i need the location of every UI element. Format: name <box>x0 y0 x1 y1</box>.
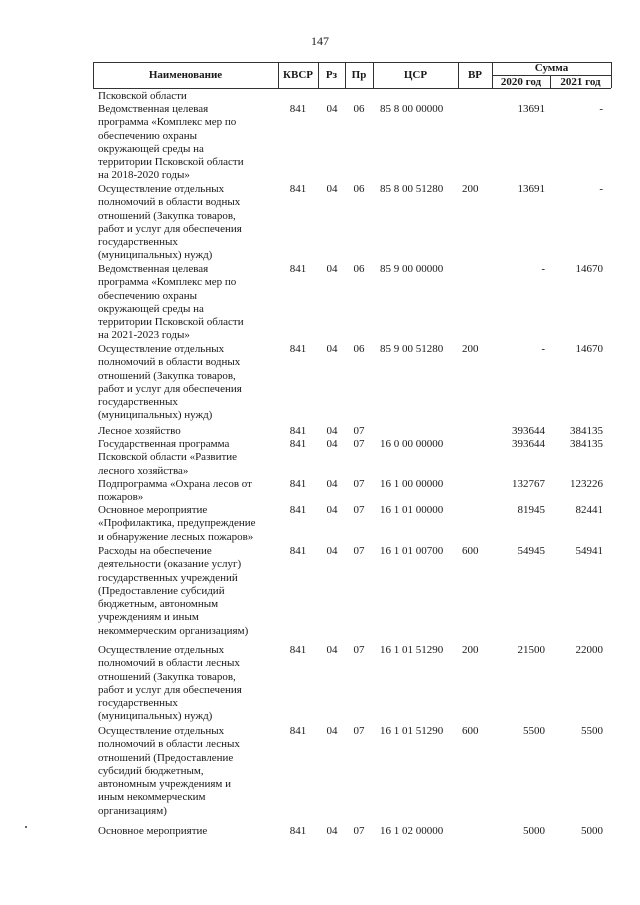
row-csr: 16 1 01 00000 <box>380 504 444 516</box>
row-kvsr: 841 <box>289 478 307 490</box>
row-amount-2021: 384135 <box>570 425 603 437</box>
row-rz: 04 <box>326 644 338 656</box>
row-amount-2021: 22000 <box>575 644 603 656</box>
row-amount-2020: 5500 <box>523 725 545 737</box>
row-rz: 04 <box>326 438 338 450</box>
row-name: Осуществление отдельных полномочий в области лесных отношений (Закупка товаров, работ и услуг для обеспечения государственных (муниципальных) нужд) <box>98 644 242 723</box>
row-amount-2020: 393644 <box>512 425 545 437</box>
row-pr: 06 <box>353 103 365 115</box>
row-name: Подпрограмма «Охрана лесов от пожаров» <box>98 478 252 504</box>
row-rz: 04 <box>326 343 338 355</box>
row-amount-2020: 132767 <box>512 478 545 490</box>
row-amount-2021: 5000 <box>581 825 603 837</box>
row-name: Основное мероприятие «Профилактика, предупреждение и обнаружение лесных пожаров» <box>98 504 256 543</box>
row-csr: 16 1 01 00700 <box>380 545 444 557</box>
row-pr: 07 <box>353 644 365 656</box>
row-csr: 85 8 00 00000 <box>380 103 444 115</box>
row-name: Осуществление отдельных полномочий в области лесных отношений (Предоставление субсидий бюджетным, автономным учреждениям и иным некоммерческим организациям) <box>98 725 240 817</box>
header-pr: Пр <box>351 69 367 81</box>
row-name: Лесное хозяйство <box>98 425 181 437</box>
row-rz: 04 <box>326 725 338 737</box>
header-name: Наименование <box>148 69 223 81</box>
row-name: Расходы на обеспечение деятельности (оказание услуг) государственных учреждений (Предоставление субсидий бюджетным, автономным учреждениям и иным некоммерческим организациям) <box>98 545 249 637</box>
row-amount-2021: 123226 <box>570 478 603 490</box>
row-rz: 04 <box>326 183 338 195</box>
header-kvsr: КВСР <box>283 69 313 81</box>
row-csr: 16 1 02 00000 <box>380 825 444 837</box>
row-amount-2021: 384135 <box>570 438 603 450</box>
row-amount-2021: 14670 <box>575 263 603 275</box>
row-vr: 200 <box>462 644 479 656</box>
row-amount-2020: - <box>541 263 545 275</box>
row-amount-2021: 82441 <box>575 504 603 516</box>
row-kvsr: 841 <box>289 438 307 450</box>
row-amount-2021: 5500 <box>581 725 603 737</box>
row-amount-2020: 21500 <box>517 644 545 656</box>
row-pr: 07 <box>353 504 365 516</box>
header-vr: ВР <box>467 69 483 81</box>
header-rz: Рз <box>325 69 338 81</box>
row-amount-2021: - <box>599 183 603 195</box>
row-kvsr: 841 <box>289 263 307 275</box>
row-csr: 16 1 00 00000 <box>380 478 444 490</box>
row-pr: 07 <box>353 438 365 450</box>
row-kvsr: 841 <box>289 425 307 437</box>
row-rz: 04 <box>326 504 338 516</box>
row-rz: 04 <box>326 825 338 837</box>
row-rz: 04 <box>326 103 338 115</box>
row-vr: 200 <box>462 183 479 195</box>
row-name: Ведомственная целевая программа «Комплекс мер по обеспечению охраны окружающей среды на территории Псковской области на 2021-2023 годы» <box>98 263 244 342</box>
row-kvsr: 841 <box>289 545 307 557</box>
header-year-2021: 2021 год <box>560 76 601 88</box>
row-csr: 16 1 01 51290 <box>380 725 444 737</box>
row-amount-2021: 14670 <box>575 343 603 355</box>
row-rz: 04 <box>326 478 338 490</box>
row-kvsr: 841 <box>289 825 307 837</box>
row-kvsr: 841 <box>289 343 307 355</box>
row-vr: 200 <box>462 343 479 355</box>
row-amount-2020: 13691 <box>517 183 545 195</box>
row-name: Осуществление отдельных полномочий в области водных отношений (Закупка товаров, работ и услуг для обеспечения государственных (муниципальных) нужд) <box>98 343 242 422</box>
row-name: Осуществление отдельных полномочий в области водных отношений (Закупка товаров, работ и услуг для обеспечения государственных (муниципальных) нужд) <box>98 183 242 262</box>
row-amount-2020: - <box>541 343 545 355</box>
row-kvsr: 841 <box>289 103 307 115</box>
row-vr: 600 <box>462 545 479 557</box>
row-pr: 06 <box>353 263 365 275</box>
row-vr: 600 <box>462 725 479 737</box>
row-csr: 85 8 00 51280 <box>380 183 444 195</box>
row-rz: 04 <box>326 263 338 275</box>
row-name: Государственная программа Псковской области «Развитие лесного хозяйства» <box>98 438 238 477</box>
row-csr: 16 1 01 51290 <box>380 644 444 656</box>
row-amount-2020: 393644 <box>512 438 545 450</box>
scan-speck <box>25 826 27 828</box>
row-pr: 07 <box>353 725 365 737</box>
row-name: Основное мероприятие <box>98 825 208 837</box>
page-number: 147 <box>311 34 329 48</box>
row-kvsr: 841 <box>289 183 307 195</box>
row-amount-2020: 54945 <box>517 545 545 557</box>
row-amount-2020: 81945 <box>517 504 545 516</box>
row-name: Псковской области <box>98 90 187 102</box>
row-amount-2021: - <box>599 103 603 115</box>
row-amount-2021: 54941 <box>575 545 603 557</box>
row-name: Ведомственная целевая программа «Комплекс мер по обеспечению охраны окружающей среды на территории Псковской области на 2018-2020 годы» <box>98 103 244 182</box>
row-amount-2020: 13691 <box>517 103 545 115</box>
row-pr: 07 <box>353 425 365 437</box>
header-csr: ЦСР <box>403 69 428 81</box>
row-rz: 04 <box>326 425 338 437</box>
row-pr: 07 <box>353 478 365 490</box>
row-csr: 16 0 00 00000 <box>380 438 444 450</box>
row-kvsr: 841 <box>289 504 307 516</box>
row-amount-2020: 5000 <box>523 825 545 837</box>
header-sum: Сумма <box>534 62 569 74</box>
row-kvsr: 841 <box>289 725 307 737</box>
row-pr: 06 <box>353 183 365 195</box>
header-year-2020: 2020 год <box>500 76 542 88</box>
row-rz: 04 <box>326 545 338 557</box>
row-csr: 85 9 00 51280 <box>380 343 444 355</box>
row-pr: 07 <box>353 545 365 557</box>
row-pr: 07 <box>353 825 365 837</box>
row-kvsr: 841 <box>289 644 307 656</box>
row-csr: 85 9 00 00000 <box>380 263 444 275</box>
row-pr: 06 <box>353 343 365 355</box>
